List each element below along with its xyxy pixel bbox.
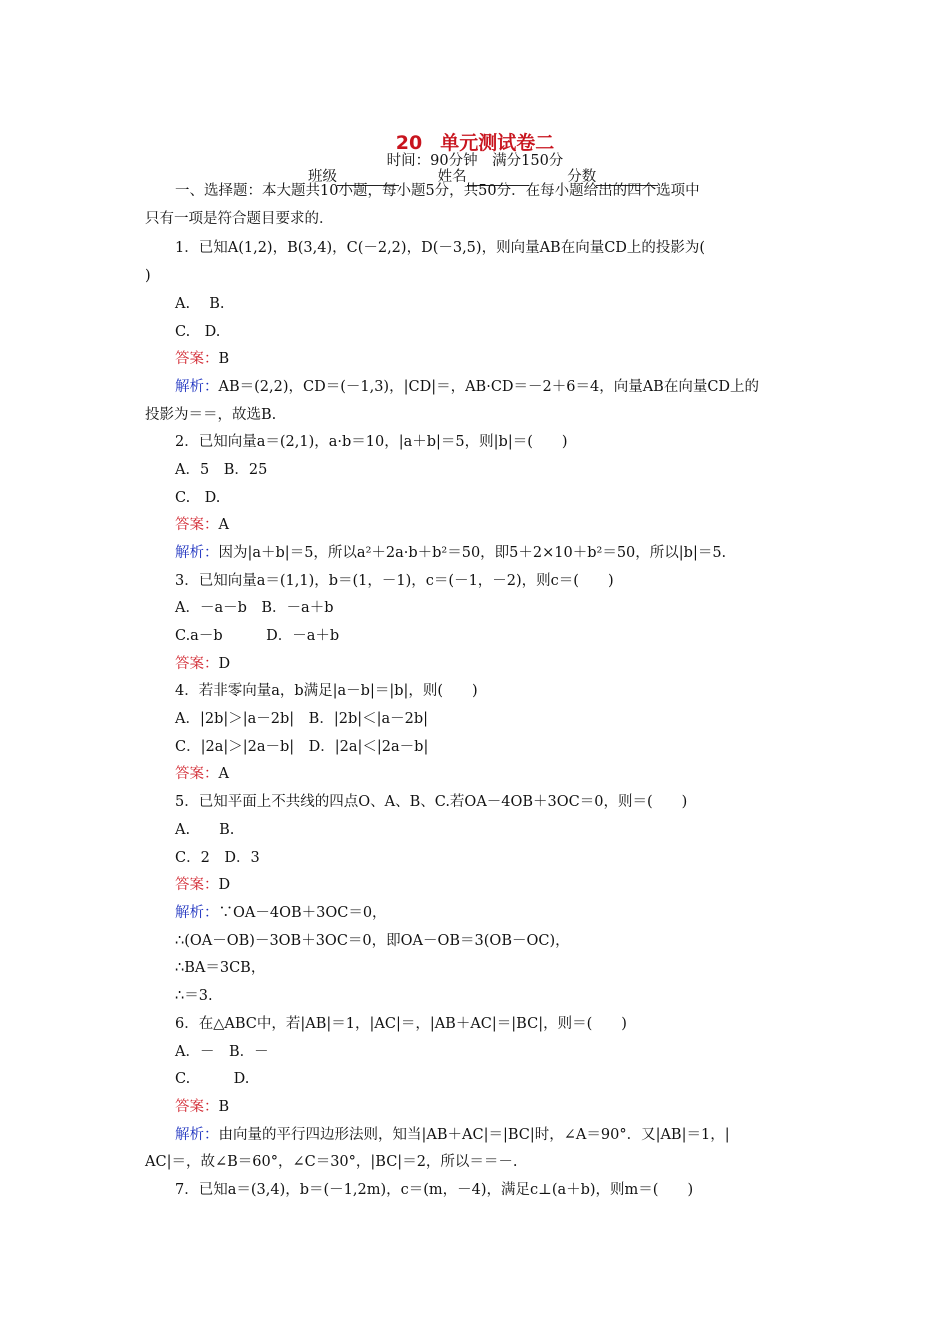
q2-analysis bbox=[175, 543, 815, 563]
answer-label: 答案： bbox=[175, 656, 219, 672]
title-text: 单元测试卷二 bbox=[440, 132, 555, 154]
analysis-label: 解析： bbox=[175, 1127, 219, 1143]
analysis-text: 因为|a＋b|＝5，所以a²＋2a·b＋b²＝50，即5＋2×10＋b²＝50，所以|b|＝5. bbox=[218, 545, 727, 561]
answer-label: 答案： bbox=[175, 877, 219, 893]
subtitle: 时间：90分钟 满分150分 bbox=[386, 153, 564, 169]
q6-analysis-cont: AC|＝，故∠B＝60°，∠C＝30°，|BC|＝2，所以＝＝－. bbox=[145, 1154, 518, 1170]
answer-value: A bbox=[218, 517, 229, 533]
q5-answer bbox=[175, 875, 815, 895]
answer-value: D bbox=[218, 656, 231, 672]
q1-option: C. D. bbox=[175, 324, 221, 340]
analysis-text: AB＝(2,2)，CD＝(－1,3)，|CD|＝，AB·CD＝－2＋6＝4，向量AB在向量CD上的 bbox=[218, 379, 760, 395]
analysis-label: 解析： bbox=[175, 905, 219, 921]
q6-answer bbox=[175, 1097, 815, 1117]
q6-stem: 6．在△ABC中，若|AB|＝1，|AC|＝，|AB＋AC|＝|BC|，则＝( ) bbox=[175, 1016, 627, 1032]
answer-label: 答案： bbox=[175, 766, 219, 782]
q3-stem: 3．已知向量a＝(1,1)，b＝(1，－1)，c＝(－1，－2)，则c＝( ) bbox=[175, 573, 614, 589]
q1-analysis-cont: 投影为＝＝，故选B. bbox=[145, 407, 277, 423]
q3-option: A．－a－b B．－a＋b bbox=[175, 600, 334, 616]
q6-option: A．－ B．－ bbox=[175, 1044, 269, 1060]
q1-stem: 1．已知A(1,2)，B(3,4)，C(－2,2)，D(－3,5)，则向量AB在向量CD上的投影为( bbox=[175, 240, 706, 256]
q3-answer bbox=[175, 654, 815, 674]
q1-stem-cont: ) bbox=[145, 268, 151, 284]
q3-option: C.a－b D．－a＋b bbox=[175, 628, 340, 644]
intro-line: 一、选择题：本大题共10小题，每小题5分，共50分．在每小题给出的四个选项中 bbox=[175, 183, 700, 199]
answer-label: 答案： bbox=[175, 517, 219, 533]
q1-answer bbox=[175, 349, 815, 369]
q5-option: C．2 D．3 bbox=[175, 850, 260, 866]
q4-stem: 4．若非零向量a，b满足|a－b|＝|b|，则( ) bbox=[175, 683, 478, 699]
answer-value: A bbox=[218, 766, 229, 782]
q2-stem: 2．已知向量a＝(2,1)，a·b＝10，|a＋b|＝5，则|b|＝( ) bbox=[175, 434, 568, 450]
field-name-label: 姓名 bbox=[437, 169, 467, 185]
q6-analysis bbox=[175, 1125, 815, 1145]
q5-analysis-step: ∴＝3. bbox=[175, 988, 213, 1004]
field-score-label: 分数 bbox=[567, 169, 597, 185]
q4-option: C．|2a|＞|2a－b| D．|2a|＜|2a－b| bbox=[175, 739, 429, 755]
q2-option: A．5 B．25 bbox=[175, 462, 268, 478]
analysis-label: 解析： bbox=[175, 379, 219, 395]
q2-option: C. D. bbox=[175, 490, 221, 506]
title-number: 20 bbox=[395, 132, 423, 154]
analysis-text: 由向量的平行四边形法则，知当|AB＋AC|＝|BC|时，∠A＝90°．又|AB|＝1，| bbox=[218, 1127, 730, 1143]
q5-stem: 5．已知平面上不共线的四点O、A、B、C.若OA－4OB＋3OC＝0，则＝( ) bbox=[175, 794, 688, 810]
q4-answer bbox=[175, 764, 815, 784]
field-class-label: 班级 bbox=[308, 169, 337, 185]
q6-option: C. D. bbox=[175, 1071, 250, 1087]
answer-label: 答案： bbox=[175, 351, 219, 367]
q1-option: A. B. bbox=[175, 296, 225, 312]
q5-analysis-step: ∴BA＝3CB， bbox=[175, 960, 266, 976]
answer-label: 答案： bbox=[175, 1099, 219, 1115]
q5-analysis bbox=[175, 903, 815, 923]
q7-stem: 7．已知a＝(3,4)，b＝(－1,2m)，c＝(m，－4)，满足c⊥(a＋b)，则m＝( ) bbox=[175, 1182, 694, 1198]
answer-value: D bbox=[218, 877, 231, 893]
analysis-label: 解析： bbox=[175, 545, 219, 561]
q2-answer bbox=[175, 515, 815, 535]
analysis-text: ∵OA－4OB＋3OC＝0， bbox=[218, 905, 387, 921]
q5-option: A. B. bbox=[175, 822, 235, 838]
intro-line: 只有一项是符合题目要求的． bbox=[145, 211, 334, 227]
answer-value: B bbox=[218, 351, 230, 367]
q1-analysis bbox=[175, 377, 815, 397]
answer-value: B bbox=[218, 1099, 230, 1115]
q5-analysis-step: ∴(OA－OB)－3OB＋3OC＝0，即OA－OB＝3(OB－OC)， bbox=[175, 933, 570, 949]
q4-option: A．|2b|＞|a－2b| B．|2b|＜|a－2b| bbox=[175, 711, 429, 727]
